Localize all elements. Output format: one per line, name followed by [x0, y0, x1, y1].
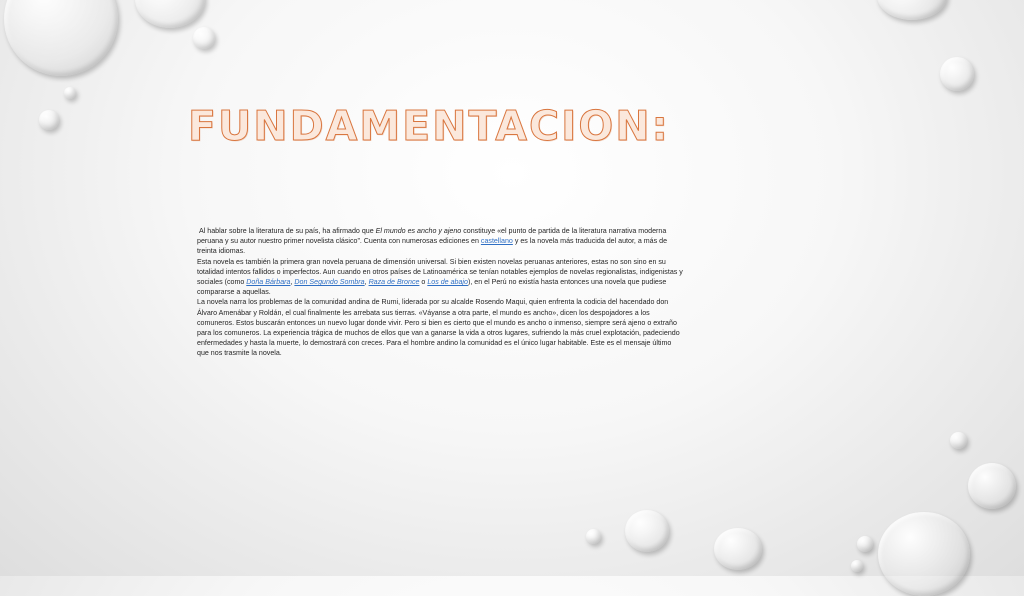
water-drop-decoration: [878, 512, 970, 596]
water-drop-decoration: [64, 87, 76, 99]
universal-text: ), en el Perú no existía hasta entonces una novela que pudiese compararse a aquellas.: [197, 278, 667, 297]
link-los-de-abajo[interactable]: Los de abajo: [427, 278, 468, 287]
slide-title: FUNDAMENTACION:: [188, 102, 670, 150]
paragraph-intro: [197, 226, 683, 257]
separator: o: [419, 278, 428, 287]
link-dona-barbara[interactable]: Doña Bárbara: [246, 278, 291, 287]
water-drop-decoration: [950, 432, 967, 449]
link-raza-de-bronce[interactable]: Raza de Bronce: [368, 278, 420, 287]
water-drop-decoration: [877, 0, 947, 20]
water-drop-decoration: [135, 0, 205, 28]
paragraph-universal: [197, 257, 683, 298]
water-drop-decoration: [851, 560, 863, 572]
water-drop-decoration: [193, 27, 215, 49]
link-castellano[interactable]: castellano: [480, 237, 513, 246]
link-don-segundo-sombra[interactable]: Don Segundo Sombra: [294, 278, 365, 287]
water-drop-decoration: [39, 110, 59, 130]
water-drop-decoration: [4, 0, 118, 76]
paragraph-plot: La novela narra los problemas de la comunidad andina de Rumi, liderada por su alcalde Rosendo Maqui, quien enfrenta la codicia del hacendado don Álvaro Amenábar y Roldán, el cual finalmente les arrebata sus tierras. «Váyanse a otra parte, el mundo es ancho», dicen los despojadores a los comuneros. Estos buscarán entonces un nuevo lugar donde vivir. Pero si bien es cierto que el mundo es ancho o inmenso, siempre será ajeno o extraño para los comuneros. La experiencia trágica de muchos de ellos que van a ganarse la vida a otros lugares, sufriendo la más cruel explotación, padeciendo enfermedades y hasta la muerte, lo demostrará con creces. Para el hombre andino la comunidad es el único lugar habitable. Este es el mensaje último que nos trasmite la novela.: [197, 298, 680, 358]
intro-text: constituye «el punto de partida de la literatura narrativa moderna peruana y su autor nuestro primer novelista clásico”. Cuenta con numerosas ediciones en: [197, 227, 667, 246]
water-drop-decoration: [857, 536, 873, 552]
separator: ,: [290, 278, 295, 287]
slide-body: [197, 226, 683, 359]
water-drop-decoration: [940, 57, 974, 91]
intro-text: Al hablar sobre la literatura de su país, ha afirmado que: [198, 227, 376, 235]
universal-text: Esta novela es también la primera gran novela peruana de dimensión universal. Si bien existen novelas peruanas anteriores, estas no son sino en su totalidad intentos fallidos o imperfectos. Aun cuando en otros países de Latinoamérica se tenían notables ejemplos de novelas regionalistas, indigenistas y sociales (como: [197, 257, 683, 287]
water-drop-decoration: [714, 528, 762, 570]
book-title: El mundo es ancho y ajeno: [375, 227, 462, 235]
intro-text: y es la novela más traducida del autor, a más de treinta idiomas.: [197, 237, 668, 256]
water-drop-decoration: [625, 510, 669, 552]
water-drop-decoration: [586, 529, 601, 544]
water-drop-decoration: [968, 463, 1016, 509]
separator: ,: [364, 278, 369, 287]
